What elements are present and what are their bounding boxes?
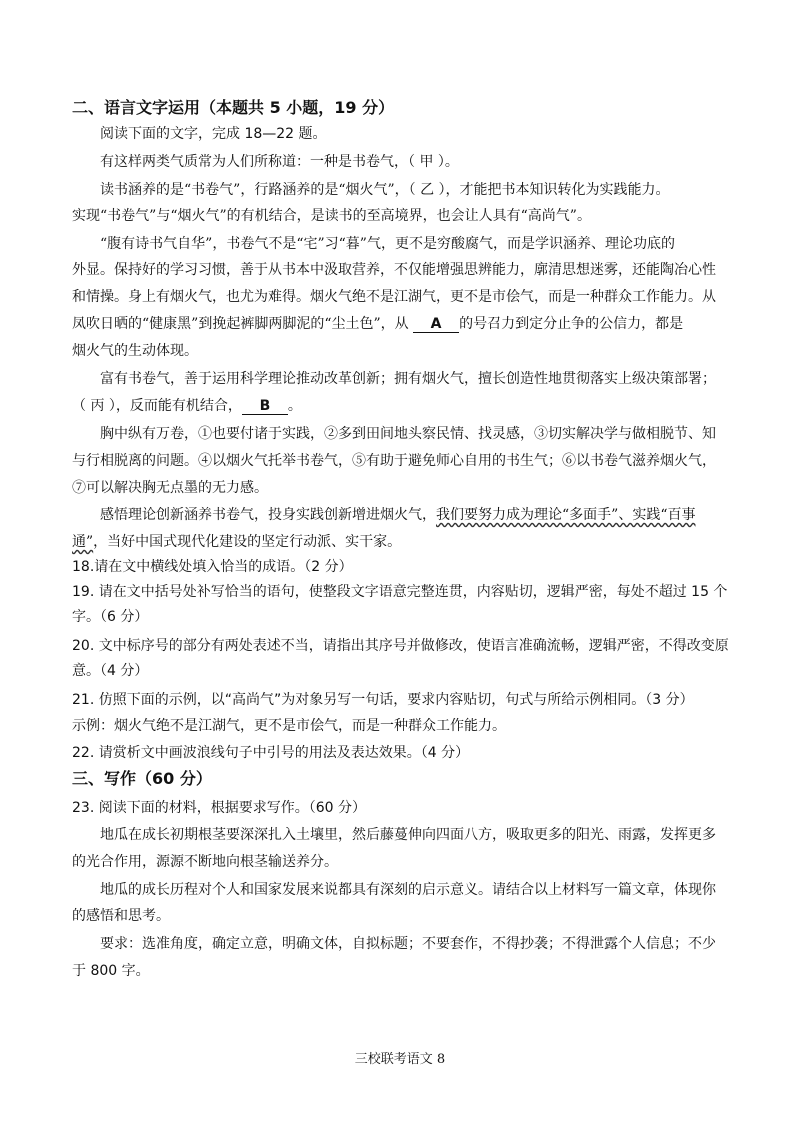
passage-p2-a: 读书涵养的是“书卷气”，行路涵养的是“烟火气”，（ 乙 ），才能把书本知识转化为实践能力。 xyxy=(100,182,670,198)
requirements-b: 于 800 字。 xyxy=(72,963,150,979)
passage-p6-a-pre: 感悟理论创新涵养书卷气，投身实践创新增进烟火气， xyxy=(100,507,436,523)
wavy-underlined-sentence: 我们要努力成为理论“多面手”、实践“百事 xyxy=(436,507,696,523)
passage-p2-b: 实现“书卷气”与“烟火气”的有机结合，是读书的至高境界，也会让人具有“高尚气”。 xyxy=(72,208,591,224)
passage-p4-b-post: 。 xyxy=(287,398,302,414)
passage-p5-c: ⑦可以解决胸无点墨的无力感。 xyxy=(72,480,268,496)
requirements-a: 要求：选准角度，确定立意，明确文体，自拟标题；不要套作，不得抄袭；不得泄露个人信息；不少 xyxy=(100,936,716,952)
passage-p1: 有这样两类气质常为人们所称道：一种是书卷气，（ 甲 ）。 xyxy=(100,154,459,170)
question-22: 22. 请赏析文中画波浪线句子中引号的用法及表达效果。（4 分） xyxy=(72,745,470,761)
blank-b: B xyxy=(242,398,288,415)
passage-p5-a: 胸中纵有万卷，①也要付诸于实践，②多到田间地头察民情、找灵感，③切实解决学与做相脱节、知 xyxy=(100,426,716,442)
section3-title: 三、写作（60 分） xyxy=(72,769,212,788)
passage-p4-b xyxy=(72,396,732,416)
section2-title: 二、语言文字运用（本题共 5 小题，19 分） xyxy=(72,98,395,117)
passage-p4-a: 富有书卷气，善于运用科学理论推动改革创新；拥有烟火气，擅长创造性地贯彻落实上级决策部署； xyxy=(100,371,716,387)
question-20-a: 20. 文中标序号的部分有两处表述不当，请指出其序号并做修改，使语言准确流畅，逻辑严密，不得改变原 xyxy=(72,638,729,654)
material-p1-a: 地瓜在成长初期根茎要深深扎入土壤里，然后藤蔓伸向四面八方，吸取更多的阳光、雨露，发挥更多 xyxy=(100,827,716,843)
passage-p5-b: 与行相脱离的问题。④以烟火气托举书卷气，⑤有助于避免师心自用的书生气；⑥以书卷气滋养烟火气， xyxy=(72,453,716,469)
passage-p3-d xyxy=(72,314,732,334)
material-p2-a: 地瓜的成长历程对个人和国家发展来说都具有深刻的启示意义。请结合以上材料写一篇文章，体现你 xyxy=(100,882,716,898)
material-p2-b: 的感悟和思考。 xyxy=(72,908,170,924)
passage-p3-c: 和情操。身上有烟火气，也尤为难得。烟火气绝不是江湖气，更不是市侩气，而是一种群众工作能力。从 xyxy=(72,289,716,305)
passage-p6-b xyxy=(72,532,732,552)
passage-p3-b: 外显。保持好的学习习惯，善于从书本中汲取营养，不仅能增强思辨能力，廓清思想迷雾，还能陶冶心性 xyxy=(72,262,716,278)
passage-p4-b-pre: （ 丙 ），反而能有机结合， xyxy=(72,398,242,414)
question-20-b: 意。（4 分） xyxy=(72,663,149,679)
passage-p3-e: 烟火气的生动体现。 xyxy=(72,343,198,359)
passage-p6-a xyxy=(100,505,732,525)
question-18: 18.请在文中横线处填入恰当的成语。（2 分） xyxy=(72,559,353,575)
page-footer: 三校联考语文 8 xyxy=(354,1052,446,1067)
blank-a: A xyxy=(413,316,459,333)
passage-p3-d-pre: 凤吹日晒的“健康黑”到挽起裤脚两脚泥的“尘土色”，从 xyxy=(72,316,414,332)
question-19-b: 字。（6 分） xyxy=(72,609,149,625)
section2-intro: 阅读下面的文字，完成 18—22 题。 xyxy=(100,126,327,142)
passage-p3-d-post: 的号召力到定分止争的公信力，都是 xyxy=(459,316,684,332)
passage-p3-a: “腹有诗书气自华”，书卷气不是“宅”习“暮”气，更不是穷酸腐气，而是学识涵养、理论功底的 xyxy=(100,236,675,252)
passage-p6-b-post: ，当好中国式现代化建设的坚定行动派、实干家。 xyxy=(93,534,402,550)
wavy-underlined-sentence-end: 通” xyxy=(72,534,94,550)
material-p1-b: 的光合作用，源源不断地向根茎输送养分。 xyxy=(72,854,338,870)
question-21: 21. 仿照下面的示例，以“高尚气”为对象另写一句话，要求内容贴切，句式与所给示例相同。（3 分） xyxy=(72,692,694,708)
question-21-example: 示例：烟火气绝不是江湖气，更不是市侩气，而是一种群众工作能力。 xyxy=(72,718,506,734)
question-19-a: 19. 请在文中括号处补写恰当的语句，使整段文字语意完整连贯，内容贴切，逻辑严密，每处不超过 15 个 xyxy=(72,584,728,600)
question-23: 23. 阅读下面的材料，根据要求写作。（60 分） xyxy=(72,800,366,816)
